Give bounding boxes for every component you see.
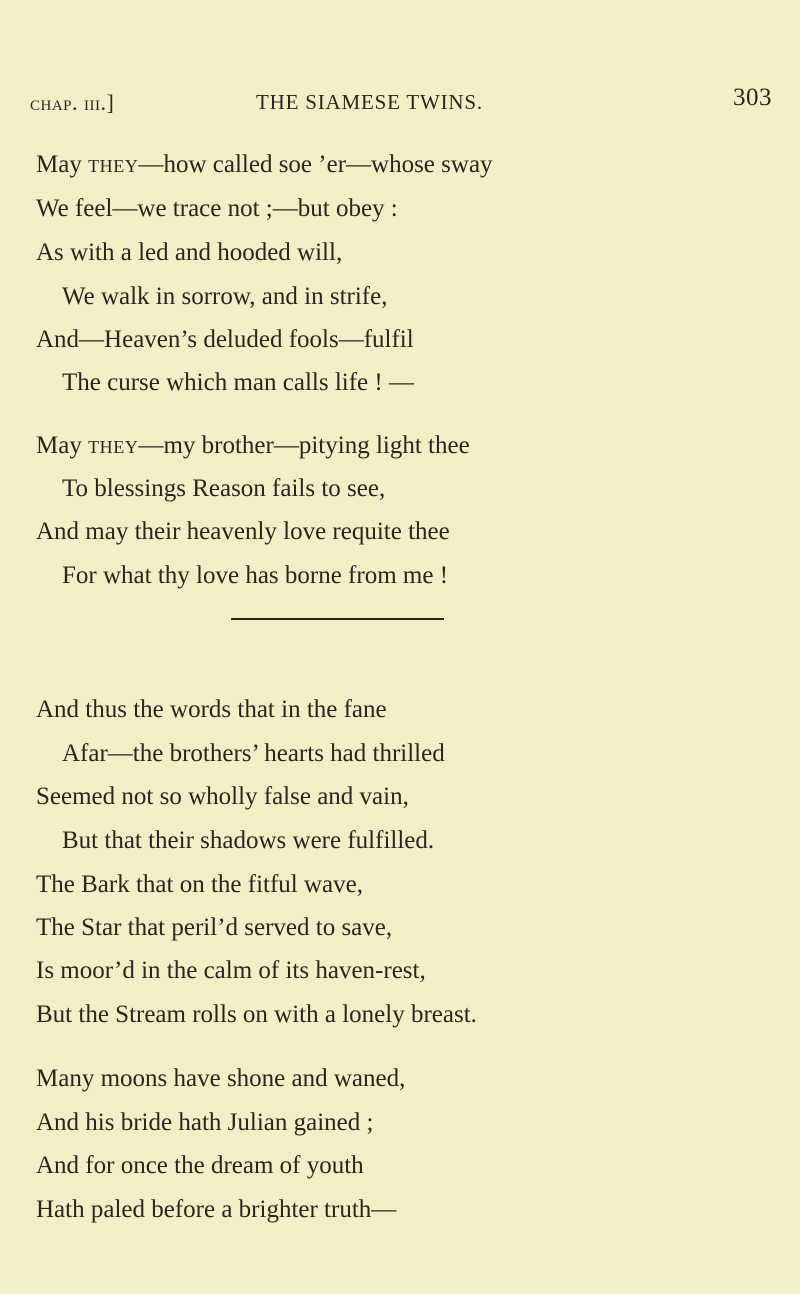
- chapter-label: chap. iii.]: [30, 90, 115, 115]
- page-number: 303: [733, 84, 772, 111]
- stanza-1-line-6: The curse which man calls life ! —: [62, 369, 414, 396]
- stanza-1-line-5: And—Heaven’s deluded fools—fulfil: [36, 326, 414, 353]
- small-caps-they-2: they: [88, 432, 139, 459]
- stanza-2-line-1: [36, 433, 470, 458]
- running-header: [30, 84, 770, 124]
- stanza-2-line-2: To blessings Reason fails to see,: [62, 475, 386, 502]
- stanza-3-line-6: The Star that peril’d served to save,: [36, 914, 393, 941]
- section-divider: [231, 618, 444, 620]
- stanza-1-line-1: [36, 152, 493, 177]
- small-caps-they: they: [88, 151, 139, 178]
- stanza-2-line-1-end: —my brother—pitying light thee: [138, 432, 470, 459]
- stanza-3-line-2: Afar—the brothers’ hearts had thrilled: [62, 740, 445, 767]
- stanza-3-line-3: Seemed not so wholly false and vain,: [36, 783, 409, 810]
- stanza-4-line-2: And his bride hath Julian gained ;: [36, 1109, 374, 1136]
- stanza-1-line-1-end: —how called soe ’er—whose sway: [138, 151, 493, 178]
- stanza-4-line-3: And for once the dream of youth: [36, 1152, 364, 1179]
- stanza-3-line-7: Is moor’d in the calm of its haven-rest,: [36, 957, 426, 984]
- stanza-3-line-4: But that their shadows were fulfilled.: [62, 827, 435, 854]
- stanza-4-line-4: Hath paled before a brighter truth—: [36, 1196, 397, 1223]
- stanza-3-line-8: But the Stream rolls on with a lonely breast.: [36, 1001, 477, 1028]
- stanza-2-line-3: And may their heavenly love requite thee: [36, 518, 450, 545]
- stanza-3-line-5: The Bark that on the fitful wave,: [36, 871, 363, 898]
- stanza-3-line-1: And thus the words that in the fane: [36, 696, 387, 723]
- stanza-1-line-1-start: May: [36, 151, 89, 178]
- stanza-2-line-1-start: May: [36, 432, 89, 459]
- stanza-2-line-4: For what thy love has borne from me !: [62, 562, 449, 589]
- stanza-1-line-3: As with a led and hooded will,: [36, 239, 343, 266]
- stanza-1-line-4: We walk in sorrow, and in strife,: [62, 283, 388, 310]
- stanza-1-line-2: We feel—we trace not ;—but obey :: [36, 195, 398, 222]
- stanza-4-line-1: Many moons have shone and waned,: [36, 1065, 406, 1092]
- running-title: THE SIAMESE TWINS.: [256, 90, 483, 114]
